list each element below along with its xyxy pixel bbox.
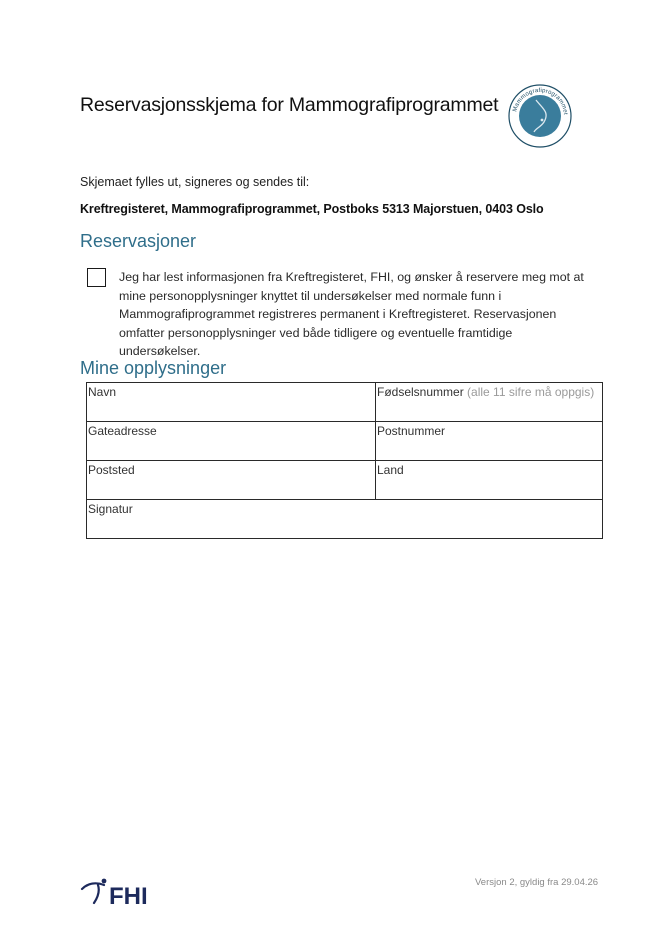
country-field[interactable]: [376, 461, 603, 500]
mammografiprogrammet-logo: [506, 82, 574, 150]
street-address-label: Gateadresse: [88, 424, 157, 438]
section-heading-reservations: Reservasjoner: [80, 231, 197, 251]
city-field[interactable]: [87, 461, 376, 500]
street-address-field[interactable]: [87, 422, 376, 461]
signature-field[interactable]: [87, 500, 603, 539]
postal-code-label: Postnummer: [377, 424, 446, 438]
birth-number-field[interactable]: [376, 383, 603, 422]
city-label: Poststed: [88, 463, 135, 477]
personal-info-form: [86, 382, 603, 539]
version-text: Versjon 2, gyldig fra 29.04.26: [475, 877, 599, 888]
name-field[interactable]: [87, 383, 376, 422]
fhi-logo-text: FHI: [109, 883, 148, 907]
postal-code-field[interactable]: [376, 422, 603, 461]
consent-text: Jeg har lest informasjonen fra Kreftregisteret, FHI, og ønsker å reservere meg mot at mine personopplysninger knyttet til undersøkelser med normale funn i Mammografiprogrammet registreres permanent i Kreftregisteret. Reservasjonen omfatter personopplysninger ved både tidligere og eventuelle framtidige undersøkelser.: [119, 270, 584, 359]
fhi-logo: [80, 877, 160, 907]
instruction-text: Skjemaet fylles ut, signeres og sendes til:: [80, 175, 310, 189]
page-title: Reservasjonsskjema for Mammografiprogrammet: [80, 94, 499, 116]
logo-arc-text: Mammografiprogrammet: [512, 87, 568, 116]
birth-number-label: Fødselsnummer: [377, 385, 464, 399]
signature-label: Signatur: [88, 502, 133, 516]
name-label: Navn: [88, 385, 117, 399]
birth-number-hint: (alle 11 sifre må oppgis): [467, 385, 595, 399]
country-label: Land: [377, 463, 404, 477]
mailing-address: Kreftregisteret, Mammografiprogrammet, Postboks 5313 Majorstuen, 0403 Oslo: [80, 202, 544, 216]
reservation-checkbox[interactable]: [87, 268, 106, 287]
section-heading-personal-info: Mine opplysninger: [80, 358, 227, 378]
